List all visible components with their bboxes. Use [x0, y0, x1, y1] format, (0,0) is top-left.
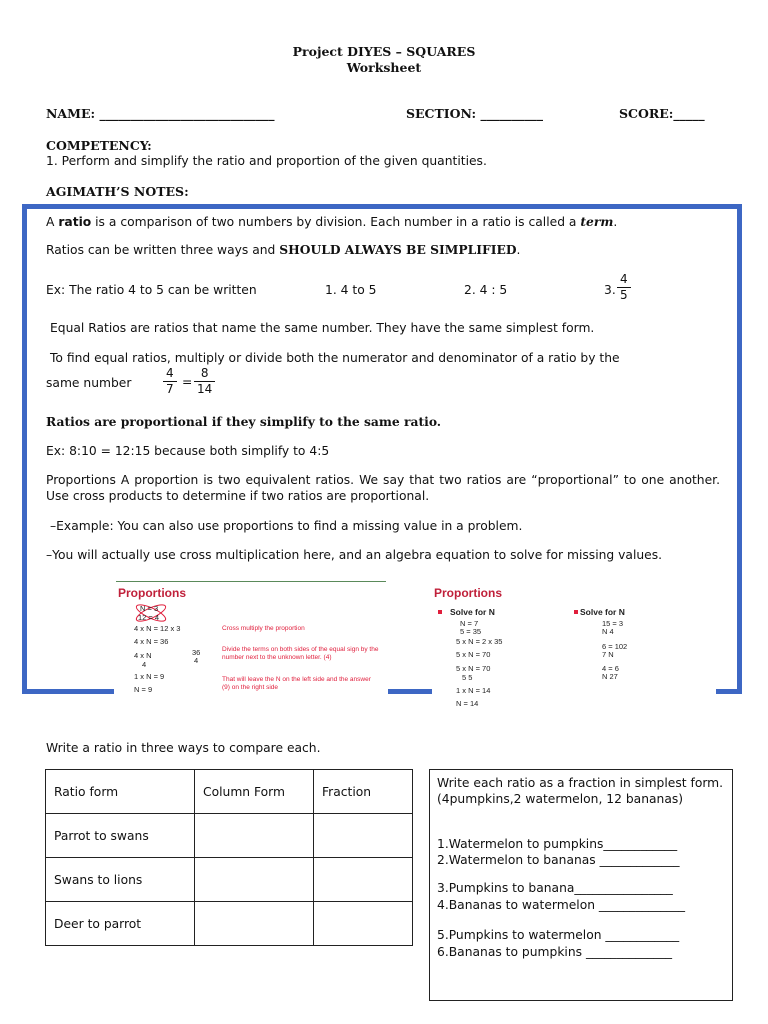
row-label: Deer to parrot [46, 902, 195, 946]
answer-cell[interactable] [195, 814, 314, 858]
ratio-table [45, 769, 413, 946]
exercise2-item[interactable]: 3.Pumpkins to banana________________ [437, 881, 673, 895]
example-label: Ex: The ratio 4 to 5 can be written [46, 283, 257, 297]
missing-value-example: –Example: You can also use proportions to find a missing value in a problem. [50, 519, 523, 533]
name-field[interactable]: NAME: ____________________________ [46, 106, 275, 121]
proportions-example-image-left: Proportions N = 3 12 = 4 4 x N = 12 x 3 Cross multiply the proportion 4 x N = 36 4 x N 36 4 4 Divide the terms on both sides of the equal sign by the number next to the unknown letter. (4) 1 x N = 9 N = 9 That will leave the N on the left side and the answer (9) on the right side [114, 580, 388, 700]
equal-ratios-text: Equal Ratios are ratios that name the same number. They have the same simplest form. [50, 321, 595, 335]
answer-cell[interactable] [314, 902, 413, 946]
answer-cell[interactable] [314, 814, 413, 858]
term-word: term [580, 214, 614, 229]
exercise2-item[interactable]: 2.Watermelon to bananas _____________ [437, 853, 680, 867]
table-row [46, 858, 413, 902]
answer-cell[interactable] [195, 902, 314, 946]
panel-right-title: Proportions [434, 586, 502, 600]
equal-sign: = [182, 375, 193, 389]
competency-item: 1. Perform and simplify the ratio and proportion of the given quantities. [46, 154, 487, 168]
proportions-text: Proportions A proportion is two equivalent ratios. We say that two ratios are “proportional” to one another. Use cross products to determine if two ratios are proportional. [46, 473, 720, 503]
three-ways-text: Ratios can be written three ways and SHOULD ALWAYS BE SIMPLIFIED. [46, 242, 521, 257]
worksheet-subtitle: Worksheet [346, 60, 422, 75]
notes-heading: AGIMATH’S NOTES: [46, 184, 189, 199]
equal-fraction-2: 8 14 [194, 366, 215, 397]
proportional-example: Ex: 8:10 = 12:15 because both simplify to 4:5 [46, 444, 330, 458]
exercise2-item[interactable]: 6.Bananas to pumpkins ______________ [437, 945, 673, 959]
cross-multiplication-text: –You will actually use cross multiplication here, and an algebra equation to solve for missing values. [46, 548, 663, 562]
proportions-example-image-right: Proportions Solve for N Solve for N N = 7 5 = 35 5 x N = 2 x 35 5 x N = 70 5 x N = 70 5 5 1 x N = 14 N = 14 15 = 3 N 4 6 = 102 7 N 4 = 6 N 27 [432, 580, 716, 710]
way-3-prefix: 3. [604, 283, 616, 297]
bullet-icon [438, 610, 442, 614]
way-2: 2. 4 : 5 [464, 283, 508, 297]
score-field[interactable]: SCORE:_____ [619, 106, 705, 121]
section-field[interactable]: SECTION: __________ [406, 106, 543, 121]
exercise2-item[interactable]: 1.Watermelon to pumpkins____________ [437, 837, 678, 851]
table-header-row [46, 770, 413, 814]
bullet-icon-2 [574, 610, 578, 614]
exercise2-item[interactable]: 4.Bananas to watermelon ______________ [437, 898, 686, 912]
find-equal-text: To find equal ratios, multiply or divide both the numerator and denominator of a ratio by the [50, 351, 620, 365]
competency-heading: COMPETENCY: [46, 138, 152, 153]
exercise2-item[interactable]: 5.Pumpkins to watermelon ____________ [437, 928, 680, 942]
row-label: Parrot to swans [46, 814, 195, 858]
exercise1-instruction: Write a ratio in three ways to compare each. [46, 741, 321, 755]
proportional-rule: Ratios are proportional if they simplify to the same ratio. [46, 414, 442, 429]
panel-left-title: Proportions [118, 586, 186, 600]
ratio-definition: A ratio is a comparison of two numbers by division. Each number in a ratio is called a term. [46, 214, 618, 229]
row-label: Swans to lions [46, 858, 195, 902]
way-1: 1. 4 to 5 [325, 283, 377, 297]
exercise2-instruction: Write each ratio as a fraction in simplest form. (4pumpkins,2 watermelon, 12 bananas) [437, 776, 724, 806]
header-ratio-form: Ratio form [46, 770, 195, 814]
answer-cell[interactable] [314, 858, 413, 902]
table-row [46, 814, 413, 858]
equal-fraction-1: 4 7 [163, 366, 177, 397]
way-3-fraction: 4 5 [617, 272, 631, 303]
answer-cell[interactable] [195, 858, 314, 902]
same-number-text: same number [46, 376, 132, 390]
table-row [46, 902, 413, 946]
worksheet-title: Project DIYES – SQUARES [292, 44, 476, 59]
header-fraction: Fraction [314, 770, 413, 814]
header-column-form: Column Form [195, 770, 314, 814]
ratio-word: ratio [58, 215, 92, 229]
